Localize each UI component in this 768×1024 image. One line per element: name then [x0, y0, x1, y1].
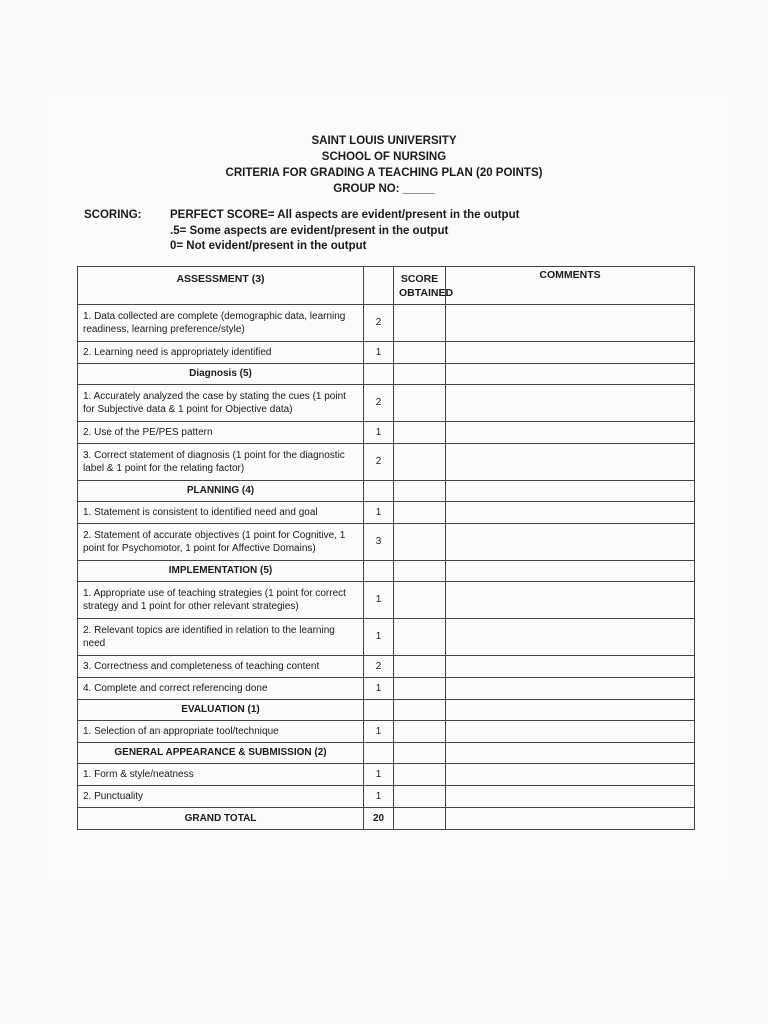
section-title-diagnosis: Diagnosis (5): [78, 364, 364, 385]
score-cell[interactable]: [394, 422, 446, 444]
criterion-points: 1: [364, 721, 394, 743]
assessment-header: ASSESSMENT (3): [78, 267, 364, 305]
score-cell[interactable]: [394, 764, 446, 786]
table-row: [78, 342, 695, 364]
section-title-implementation: IMPLEMENTATION (5): [78, 561, 364, 582]
score-cell[interactable]: [394, 678, 446, 700]
document-header: [0, 133, 768, 197]
criterion-text: 1. Accurately analyzed the case by stating the cues (1 point for Subjective data & 1 point for Objective data): [78, 385, 364, 422]
grand-total-value: 20: [364, 808, 394, 830]
criterion-text: 1. Selection of an appropriate tool/technique: [78, 721, 364, 743]
scoring-line-zero: 0= Not evident/present in the output: [170, 240, 367, 252]
section-row: [78, 481, 695, 502]
criterion-points: 1: [364, 422, 394, 444]
criterion-text: 2. Punctuality: [78, 786, 364, 808]
criterion-points: 1: [364, 764, 394, 786]
criterion-text: 1. Appropriate use of teaching strategies (1 point for correct strategy and 1 point for other relevant strategies): [78, 582, 364, 619]
comment-cell[interactable]: [446, 385, 695, 422]
comment-cell[interactable]: [446, 502, 695, 524]
table-row: [78, 305, 695, 342]
criterion-points: 1: [364, 342, 394, 364]
criterion-text: 3. Correctness and completeness of teaching content: [78, 656, 364, 678]
section-title-evaluation: EVALUATION (1): [78, 700, 364, 721]
comment-cell[interactable]: [446, 444, 695, 481]
table-row: [78, 582, 695, 619]
criterion-text: 1. Form & style/neatness: [78, 764, 364, 786]
score-cell[interactable]: [394, 524, 446, 561]
document-title: CRITERIA FOR GRADING A TEACHING PLAN (20 POINTS): [225, 167, 543, 179]
table-row: [78, 678, 695, 700]
table-row: [78, 524, 695, 561]
score-obtained-header: SCORE OBTAINED: [394, 267, 446, 305]
comment-cell[interactable]: [446, 619, 695, 656]
criterion-points: 2: [364, 385, 394, 422]
score-cell[interactable]: [394, 808, 446, 830]
criterion-points: 2: [364, 444, 394, 481]
table-row: [78, 656, 695, 678]
comment-cell[interactable]: [446, 678, 695, 700]
criterion-points: 2: [364, 305, 394, 342]
table-row: [78, 444, 695, 481]
comment-cell[interactable]: [446, 786, 695, 808]
table-row: [78, 721, 695, 743]
table-header-row: [78, 267, 695, 305]
group-number: GROUP NO: _____: [333, 183, 435, 195]
comment-cell[interactable]: [446, 808, 695, 830]
comment-cell[interactable]: [446, 764, 695, 786]
criterion-text: 2. Use of the PE/PES pattern: [78, 422, 364, 444]
comment-cell[interactable]: [446, 721, 695, 743]
table-row: [78, 422, 695, 444]
score-cell[interactable]: [394, 656, 446, 678]
section-title-planning: PLANNING (4): [78, 481, 364, 502]
school-name: SCHOOL OF NURSING: [321, 151, 447, 163]
comment-cell[interactable]: [446, 524, 695, 561]
score-cell[interactable]: [394, 582, 446, 619]
score-cell[interactable]: [394, 721, 446, 743]
score-cell[interactable]: [394, 385, 446, 422]
comment-cell[interactable]: [446, 342, 695, 364]
table-row: [78, 786, 695, 808]
criterion-points: 1: [364, 502, 394, 524]
section-row: [78, 700, 695, 721]
criterion-text: 2. Learning need is appropriately identified: [78, 342, 364, 364]
criterion-points: 2: [364, 656, 394, 678]
criterion-text: 1. Data collected are complete (demographic data, learning readiness, learning preference/style): [78, 305, 364, 342]
score-cell[interactable]: [394, 305, 446, 342]
comment-cell[interactable]: [446, 422, 695, 444]
scoring-label: SCORING:: [84, 209, 142, 221]
section-title-general: GENERAL APPEARANCE & SUBMISSION (2): [78, 743, 364, 764]
criterion-text: 4. Complete and correct referencing done: [78, 678, 364, 700]
criterion-text: 3. Correct statement of diagnosis (1 point for the diagnostic label & 1 point for the relating factor): [78, 444, 364, 481]
criterion-points: 1: [364, 786, 394, 808]
comment-cell[interactable]: [446, 582, 695, 619]
section-row: [78, 561, 695, 582]
table-row: [78, 502, 695, 524]
table-row: [78, 619, 695, 656]
comments-header: COMMENTS: [446, 267, 695, 305]
score-cell[interactable]: [394, 342, 446, 364]
criterion-points: 1: [364, 619, 394, 656]
table-row: [78, 764, 695, 786]
section-row: [78, 364, 695, 385]
score-cell[interactable]: [394, 502, 446, 524]
criterion-points: 1: [364, 582, 394, 619]
grading-table: [77, 266, 695, 830]
scoring-line-perfect: PERFECT SCORE= All aspects are evident/present in the output: [170, 209, 520, 221]
grand-total-row: [78, 808, 695, 830]
criterion-points: 3: [364, 524, 394, 561]
grand-total-label: GRAND TOTAL: [78, 808, 364, 830]
score-cell[interactable]: [394, 619, 446, 656]
criterion-text: 2. Relevant topics are identified in relation to the learning need: [78, 619, 364, 656]
comment-cell[interactable]: [446, 305, 695, 342]
scoring-line-partial: .5= Some aspects are evident/present in the output: [170, 224, 449, 237]
criterion-text: 1. Statement is consistent to identified need and goal: [78, 502, 364, 524]
criterion-points: 1: [364, 678, 394, 700]
comment-cell[interactable]: [446, 656, 695, 678]
criterion-text: 2. Statement of accurate objectives (1 point for Cognitive, 1 point for Psychomotor, 1 point for Affective Domains): [78, 524, 364, 561]
table-row: [78, 385, 695, 422]
university-name: SAINT LOUIS UNIVERSITY: [311, 135, 457, 147]
score-cell[interactable]: [394, 444, 446, 481]
points-header: [364, 267, 394, 305]
score-cell[interactable]: [394, 786, 446, 808]
section-row: [78, 743, 695, 764]
